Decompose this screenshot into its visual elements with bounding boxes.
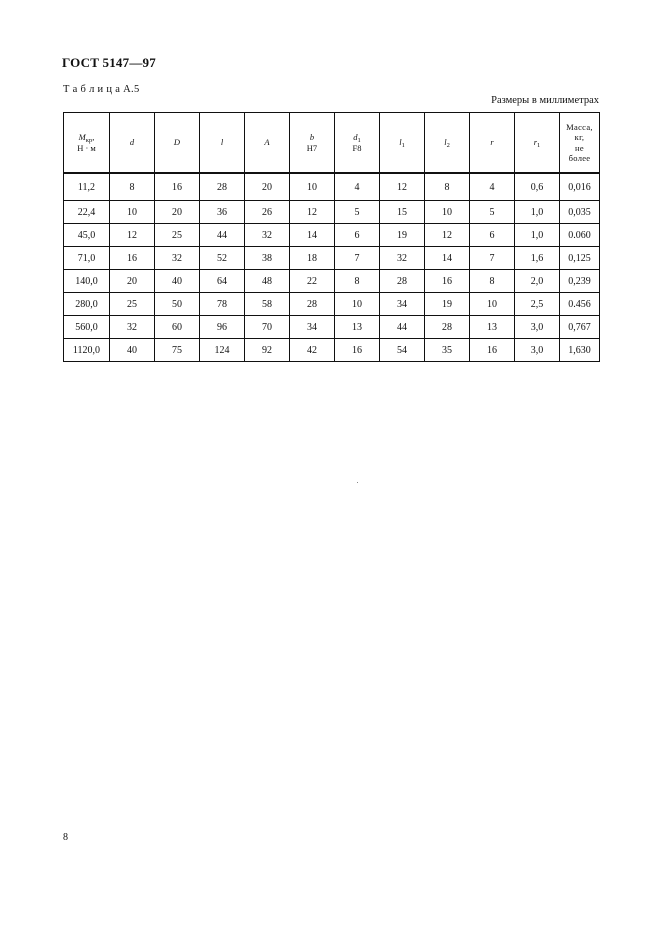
table-cell: 8 xyxy=(425,173,470,201)
page-number: 8 xyxy=(63,832,68,843)
col-header-torque: $M_{кр}$, Н · м xyxy=(64,113,110,174)
table-cell: 10 xyxy=(425,201,470,224)
table-row xyxy=(64,173,600,201)
table-cell: 42 xyxy=(290,339,335,362)
col-header-l2: $l_2$ xyxy=(425,113,470,174)
table-cell: 8 xyxy=(110,173,155,201)
col-header-mass: Масса, кг, не более xyxy=(560,113,600,174)
table-cell: 32 xyxy=(245,224,290,247)
table-cell: 44 xyxy=(200,224,245,247)
table-cell: 1,630 xyxy=(560,339,600,362)
table-cell: 25 xyxy=(155,224,200,247)
col-header-l: l xyxy=(200,113,245,174)
table-cell: 60 xyxy=(155,316,200,339)
table-caption: Т а б л и ц а А.5 xyxy=(63,84,140,95)
table-cell: 11,2 xyxy=(64,173,110,201)
table-cell: 26 xyxy=(245,201,290,224)
table-cell: 75 xyxy=(155,339,200,362)
table-header-row xyxy=(64,113,600,174)
col-header-D: D xyxy=(155,113,200,174)
table-cell: 34 xyxy=(290,316,335,339)
table-cell: 8 xyxy=(470,270,515,293)
table-cell: 12 xyxy=(425,224,470,247)
dimensions-table xyxy=(63,112,600,362)
table-cell: 48 xyxy=(245,270,290,293)
table-cell: 3,0 xyxy=(515,316,560,339)
table-cell: 40 xyxy=(155,270,200,293)
table-cell: 16 xyxy=(425,270,470,293)
table-cell: 0.456 xyxy=(560,293,600,316)
table-cell: 28 xyxy=(380,270,425,293)
table-row xyxy=(64,224,600,247)
table-cell: 3,0 xyxy=(515,339,560,362)
col-header-d: d xyxy=(110,113,155,174)
table-cell: 12 xyxy=(290,201,335,224)
table-cell: 2,0 xyxy=(515,270,560,293)
table-row xyxy=(64,270,600,293)
table-cell: 0,125 xyxy=(560,247,600,270)
table-cell: 52 xyxy=(200,247,245,270)
table-cell: 38 xyxy=(245,247,290,270)
table-cell: 19 xyxy=(380,224,425,247)
table-cell: 20 xyxy=(110,270,155,293)
table-cell: 13 xyxy=(470,316,515,339)
table-cell: 16 xyxy=(155,173,200,201)
table-cell: 7 xyxy=(470,247,515,270)
table-cell: 28 xyxy=(425,316,470,339)
table-cell: 4 xyxy=(335,173,380,201)
table-cell: 16 xyxy=(335,339,380,362)
col-header-r: r xyxy=(470,113,515,174)
table-cell: 1,0 xyxy=(515,201,560,224)
col-header-b: b H7 xyxy=(290,113,335,174)
table-cell: 1,0 xyxy=(515,224,560,247)
table-cell: 7 xyxy=(335,247,380,270)
table-cell: 92 xyxy=(245,339,290,362)
table-cell: 32 xyxy=(155,247,200,270)
table-cell: 34 xyxy=(380,293,425,316)
table-cell: 10 xyxy=(290,173,335,201)
table-cell: 36 xyxy=(200,201,245,224)
table-cell: 78 xyxy=(200,293,245,316)
table-cell: 12 xyxy=(380,173,425,201)
table-cell: 14 xyxy=(290,224,335,247)
table-cell: 0,239 xyxy=(560,270,600,293)
table-cell: 0,767 xyxy=(560,316,600,339)
table-cell: 0,016 xyxy=(560,173,600,201)
table-cell: 10 xyxy=(335,293,380,316)
table-cell: 40 xyxy=(110,339,155,362)
table-row xyxy=(64,339,600,362)
table-cell: 32 xyxy=(110,316,155,339)
table-cell: 6 xyxy=(470,224,515,247)
table-cell: 10 xyxy=(110,201,155,224)
table-cell: 15 xyxy=(380,201,425,224)
units-note: Размеры в миллиметрах xyxy=(491,95,599,106)
table-cell: 16 xyxy=(470,339,515,362)
table-cell: 0,035 xyxy=(560,201,600,224)
col-header-r1: $r_1$ xyxy=(515,113,560,174)
table-cell: 22,4 xyxy=(64,201,110,224)
table-cell: 44 xyxy=(380,316,425,339)
table-cell: 1120,0 xyxy=(64,339,110,362)
table-cell: 20 xyxy=(245,173,290,201)
table-cell: 96 xyxy=(200,316,245,339)
table-row xyxy=(64,293,600,316)
table-cell: 12 xyxy=(110,224,155,247)
table-cell: 25 xyxy=(110,293,155,316)
table-cell: 280,0 xyxy=(64,293,110,316)
table-cell: 20 xyxy=(155,201,200,224)
table-cell: 45,0 xyxy=(64,224,110,247)
table-cell: 4 xyxy=(470,173,515,201)
table-cell: 8 xyxy=(335,270,380,293)
table-row xyxy=(64,201,600,224)
table-cell: 13 xyxy=(335,316,380,339)
table-cell: 71,0 xyxy=(64,247,110,270)
table-cell: 5 xyxy=(335,201,380,224)
table-cell: 6 xyxy=(335,224,380,247)
col-header-d1: $d_1$ F8 xyxy=(335,113,380,174)
table-cell: 5 xyxy=(470,201,515,224)
col-header-A: A xyxy=(245,113,290,174)
table-cell: 124 xyxy=(200,339,245,362)
table-cell: 1,6 xyxy=(515,247,560,270)
table-cell: 0,6 xyxy=(515,173,560,201)
table-cell: 70 xyxy=(245,316,290,339)
table-cell: 10 xyxy=(470,293,515,316)
table-cell: 28 xyxy=(290,293,335,316)
table-cell: 2,5 xyxy=(515,293,560,316)
table-cell: 28 xyxy=(200,173,245,201)
scan-speck xyxy=(357,482,358,483)
table-row xyxy=(64,316,600,339)
table-cell: 560,0 xyxy=(64,316,110,339)
table-row xyxy=(64,247,600,270)
table-cell: 0.060 xyxy=(560,224,600,247)
table-cell: 35 xyxy=(425,339,470,362)
table-cell: 54 xyxy=(380,339,425,362)
table-cell: 14 xyxy=(425,247,470,270)
col-header-l1: $l_1$ xyxy=(380,113,425,174)
table-cell: 22 xyxy=(290,270,335,293)
document-code: ГОСТ 5147—97 xyxy=(62,55,156,70)
table-cell: 58 xyxy=(245,293,290,316)
table-cell: 16 xyxy=(110,247,155,270)
table-cell: 32 xyxy=(380,247,425,270)
table-cell: 50 xyxy=(155,293,200,316)
table-cell: 19 xyxy=(425,293,470,316)
table-cell: 140,0 xyxy=(64,270,110,293)
table-cell: 64 xyxy=(200,270,245,293)
table-cell: 18 xyxy=(290,247,335,270)
